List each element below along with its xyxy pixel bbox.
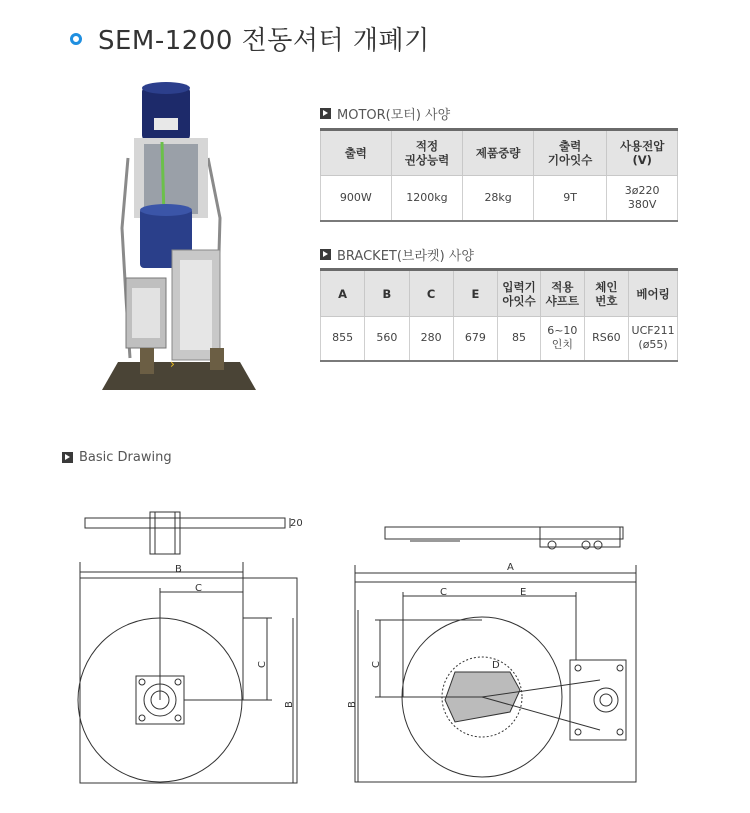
dim-label: C (371, 661, 382, 668)
bracket-header-cell: 체인 번호 (584, 270, 629, 317)
dim-label: 20 (290, 518, 303, 529)
bracket-header-cell: 베어링 (629, 270, 678, 317)
title-bullet-icon (70, 33, 82, 45)
bracket-section-heading (320, 245, 474, 264)
page-title-row (70, 20, 430, 57)
motor-value-cell: 9T (533, 176, 606, 221)
motor-spec-table (320, 128, 678, 222)
motor-header-cell: 사용전압 (V) (607, 130, 678, 176)
dim-label: A (507, 562, 514, 573)
bracket-value-cell: 560 (365, 317, 409, 361)
bracket-value-cell: RS60 (584, 317, 629, 361)
motor-header-cell: 적정 권상능력 (391, 130, 463, 176)
dim-label: B (284, 701, 295, 708)
motor-header-cell: 출력 (321, 130, 392, 176)
page-title: SEM-1200 전동셔터 개폐기 (98, 26, 430, 56)
motor-header-cell: 출력 기아잇수 (533, 130, 606, 176)
bracket-spec-table (320, 268, 678, 362)
bracket-value-cell: UCF211 (ø55) (629, 317, 678, 361)
drawing-section-heading (62, 450, 172, 465)
drawing-heading-text: Basic Drawing (79, 450, 172, 465)
dim-label: B (175, 564, 182, 575)
motor-heading-text: MOTOR(모터) 사양 (337, 108, 451, 123)
arrow-box-icon (320, 108, 331, 119)
dim-label: C (440, 587, 447, 598)
product-photo (100, 78, 258, 396)
motor-header-cell: 제품중량 (463, 130, 534, 176)
bracket-value-cell: 85 (498, 317, 541, 361)
dim-label: C (195, 583, 202, 594)
svg-text:›: › (170, 357, 175, 371)
bracket-header-cell: 입력기 아잇수 (498, 270, 541, 317)
dim-label: C (257, 661, 268, 668)
motor-section-heading (320, 104, 450, 123)
bracket-header-cell: B (365, 270, 409, 317)
bracket-value-cell: 855 (321, 317, 365, 361)
bracket-value-cell: 280 (409, 317, 453, 361)
bracket-value-cell: 6~10 인치 (541, 317, 585, 361)
bracket-value-cell: 679 (453, 317, 497, 361)
bracket-header-cell: A (321, 270, 365, 317)
bracket-header-cell: C (409, 270, 453, 317)
arrow-box-icon (320, 249, 331, 260)
dim-label: B (347, 701, 358, 708)
motor-value-cell: 900W (321, 176, 392, 221)
motor-value-cell: 28kg (463, 176, 534, 221)
arrow-box-icon (62, 452, 73, 463)
dim-label: D (492, 660, 500, 671)
bracket-header-cell: 적용 샤프트 (541, 270, 585, 317)
bracket-header-cell: E (453, 270, 497, 317)
dim-label: E (520, 587, 527, 598)
motor-value-cell: 1200kg (391, 176, 463, 221)
motor-value-cell: 3ø220 380V (607, 176, 678, 221)
bracket-heading-text: BRACKET(브라켓) 사양 (337, 249, 474, 264)
